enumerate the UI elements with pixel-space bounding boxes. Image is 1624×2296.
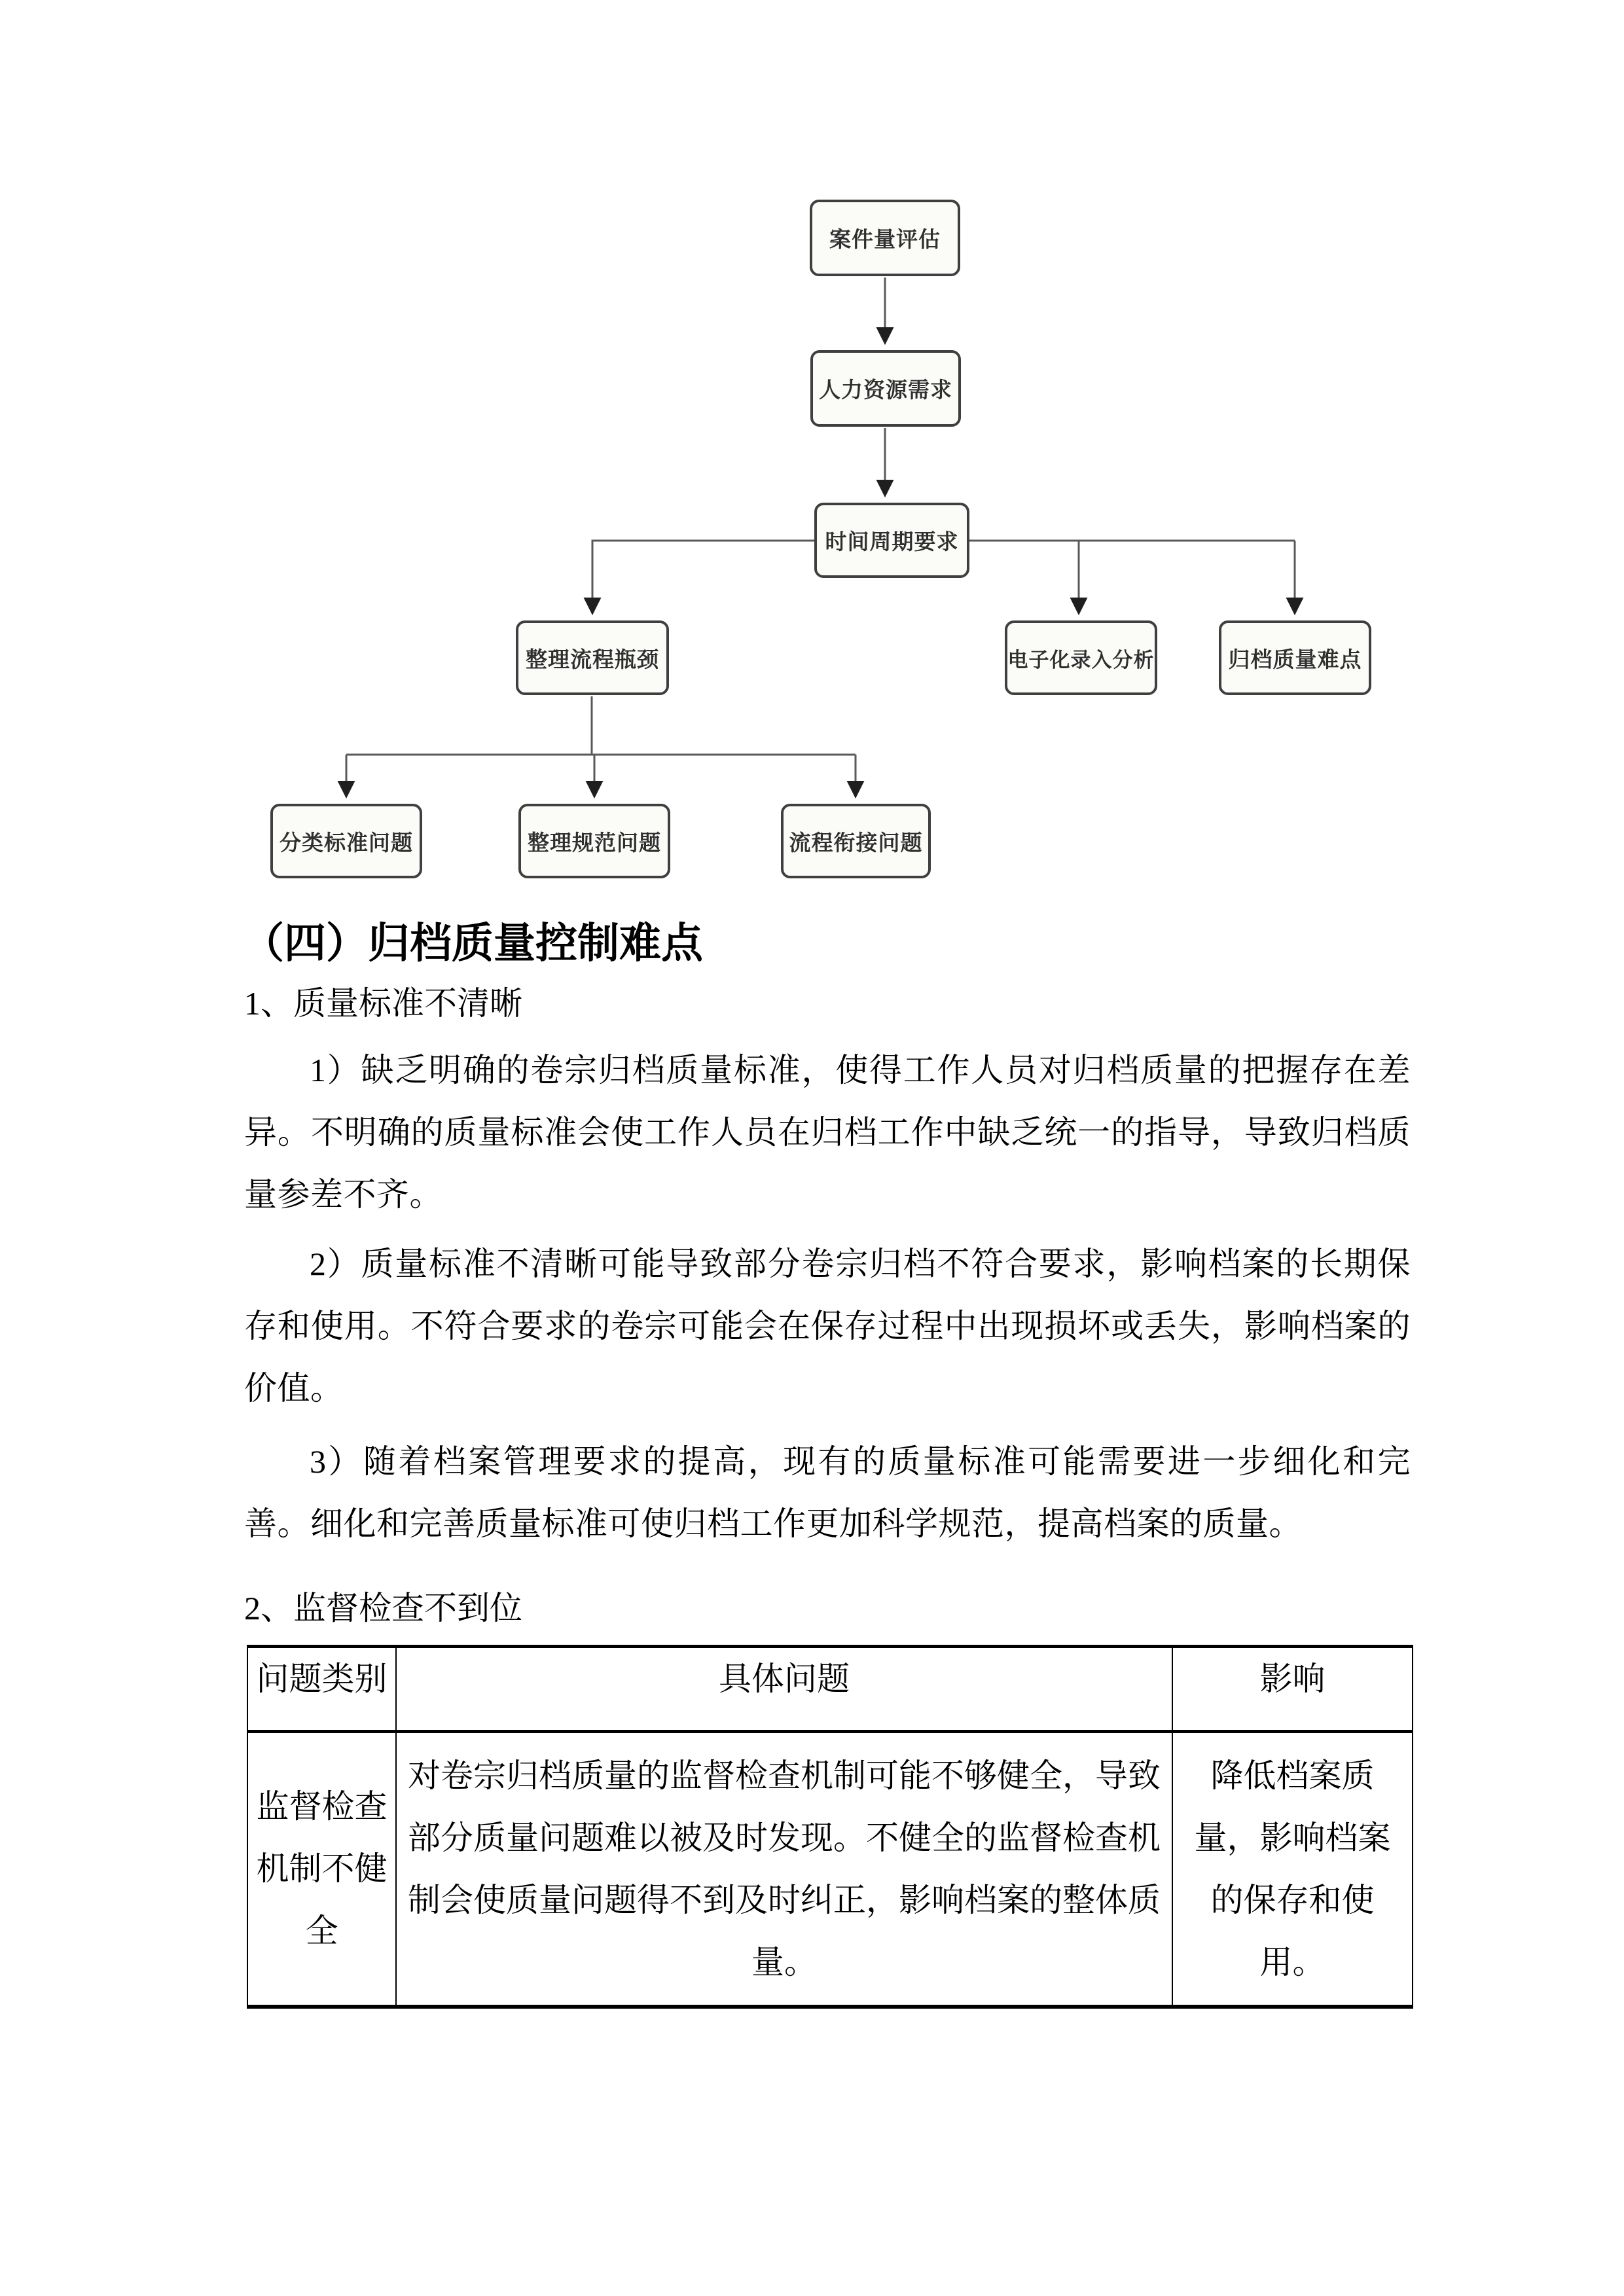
paragraph-2: 2）质量标准不清晰可能导致部分卷宗归档不符合要求，影响档案的长期保存和使用。不符合要求的卷宗可能会在保存过程中出现损坏或丢失，影响档案的价值。 [244, 1246, 1411, 1407]
table-header-category: 问题类别 [247, 1647, 396, 1732]
flowchart-node-archive-difficulty: 归档质量难点 [1219, 620, 1371, 695]
table-cell-category: 监督检查机制不健全 [247, 1732, 396, 2007]
subheading-supervision: 2、监督检查不到位 [244, 1590, 522, 1626]
edge-time-to-bottleneck [592, 541, 814, 613]
table-header-row [247, 1647, 1413, 1732]
flowchart-node-workflow-issue: 流程衔接问题 [781, 804, 931, 878]
paragraph-1: 1）缺乏明确的卷宗归档质量标准，使得工作人员对归档质量的把握存在差异。不明确的质量标准会使工作人员在归档工作中缺乏统一的指导，导致归档质量参差不齐。 [244, 1052, 1411, 1213]
table-header-impact: 影响 [1172, 1647, 1413, 1732]
subheading-quality-standard: 1、质量标准不清晰 [244, 985, 522, 1022]
table-header-detail: 具体问题 [396, 1647, 1172, 1732]
section-heading: （四）归档质量控制难点 [242, 920, 703, 967]
flowchart-node-digital-entry: 电子化录入分析 [1005, 620, 1157, 695]
flowchart-node-standard-issue: 整理规范问题 [518, 804, 670, 878]
flowchart-node-classification-issue: 分类标准问题 [270, 804, 422, 878]
flowchart-node-process-bottleneck: 整理流程瓶颈 [516, 620, 669, 695]
flowchart-node-hr-needs: 人力资源需求 [810, 350, 961, 427]
paragraph-3: 3）随着档案管理要求的提高，现有的质量标准可能需要进一步细化和完善。细化和完善质量标准可使归档工作更加科学规范，提高档案的质量。 [244, 1443, 1411, 1542]
flowchart-node-time-cycle: 时间周期要求 [814, 503, 969, 578]
table-cell-impact: 降低档案质量，影响档案的保存和使用。 [1172, 1732, 1413, 2007]
flowchart-node-case-volume: 案件量评估 [810, 200, 960, 276]
issue-table [247, 1645, 1413, 2009]
table-cell-detail: 对卷宗归档质量的监督检查机制可能不够健全，导致部分质量问题难以被及时发现。不健全的监督检查机制会使质量问题得不到及时纠正，影响档案的整体质量。 [396, 1732, 1172, 2007]
table-row [247, 1732, 1413, 2007]
